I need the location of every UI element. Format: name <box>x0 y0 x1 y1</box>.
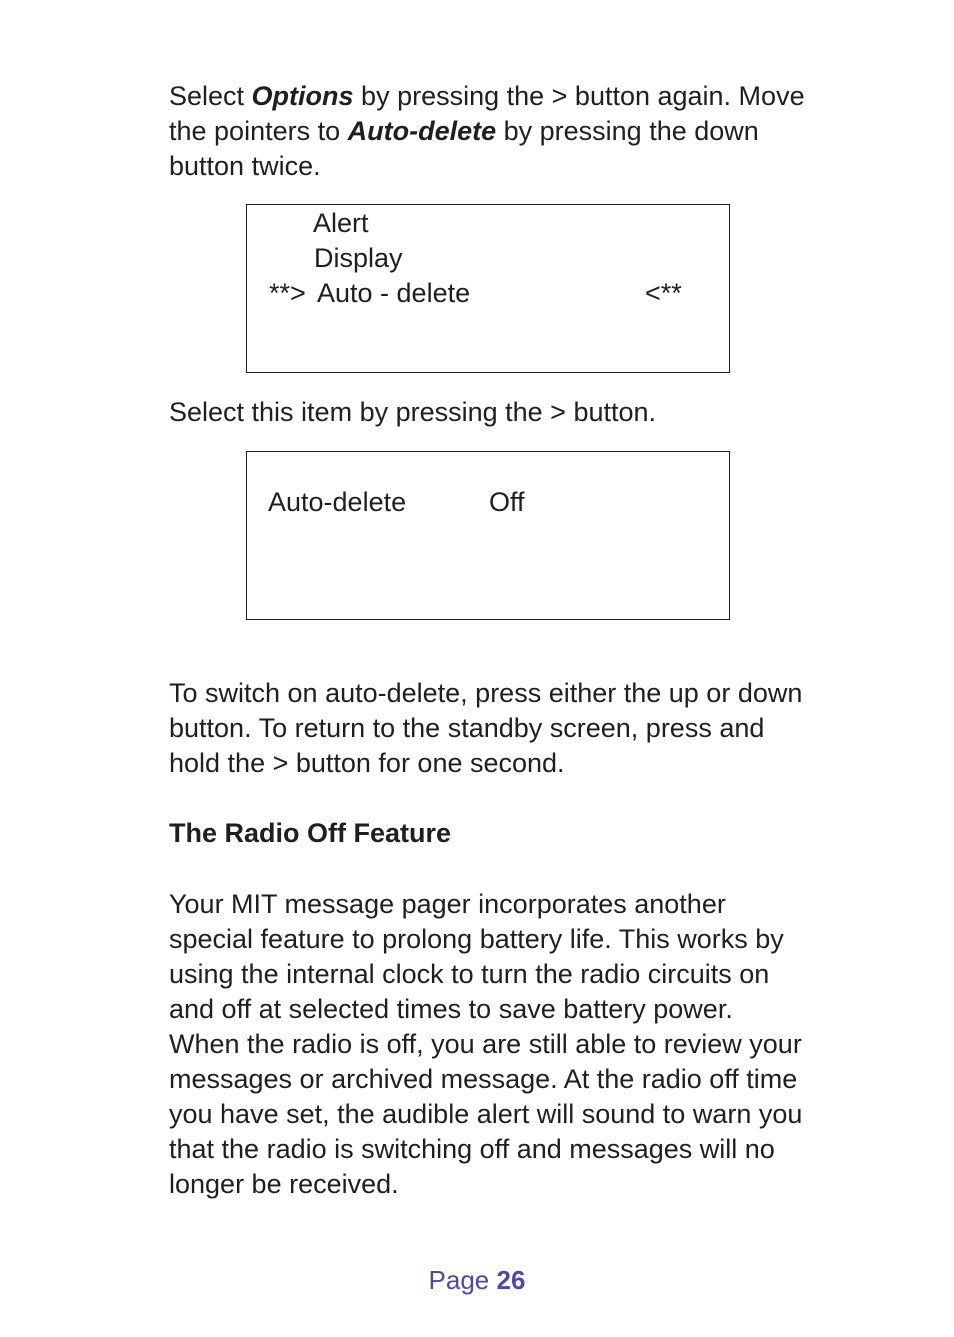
menu-item-auto-delete: Auto - delete <box>317 278 471 308</box>
menu-pointer-right: <** <box>645 278 682 308</box>
text-run: Select <box>169 81 252 111</box>
text-run: by pressing the > button again. Move the pointers to <box>169 81 805 146</box>
section-heading: The Radio Off Feature <box>169 818 452 848</box>
pager-screen-menu <box>246 204 730 373</box>
page-label: Page <box>428 1265 490 1295</box>
instruction-paragraph-switch: To switch on auto-delete, press either the up or down button. To return to the standby screen, press and hold the > button for one second. <box>169 678 803 778</box>
auto-delete-term: Auto-delete <box>347 116 497 146</box>
instruction-paragraph-select: Select this item by pressing the > button. <box>169 397 657 427</box>
setting-label: Auto-delete <box>268 487 407 517</box>
page-number <box>0 1263 954 1298</box>
instruction-paragraph-options <box>169 79 809 184</box>
pager-screen-setting <box>246 451 730 620</box>
menu-item-display: Display <box>314 243 403 273</box>
body-paragraph-radio-off: Your MIT message pager incorporates another special feature to prolong battery life. This works by using the internal clock to turn the radio circuits on and off at selected times to save battery power. When the radio is off, you are still able to review your messages or archived message. At the radio off time you have set, the audible alert will sound to warn you that the radio is switching off and messages will no longer be received. <box>169 889 803 1199</box>
menu-pointer-left: **> <box>269 278 306 308</box>
menu-item-alert: Alert <box>313 208 369 238</box>
page-number-value: 26 <box>496 1265 526 1295</box>
setting-value: Off <box>489 487 525 517</box>
options-term: Options <box>251 81 354 111</box>
text-run: by pressing the down button twice. <box>169 116 759 181</box>
